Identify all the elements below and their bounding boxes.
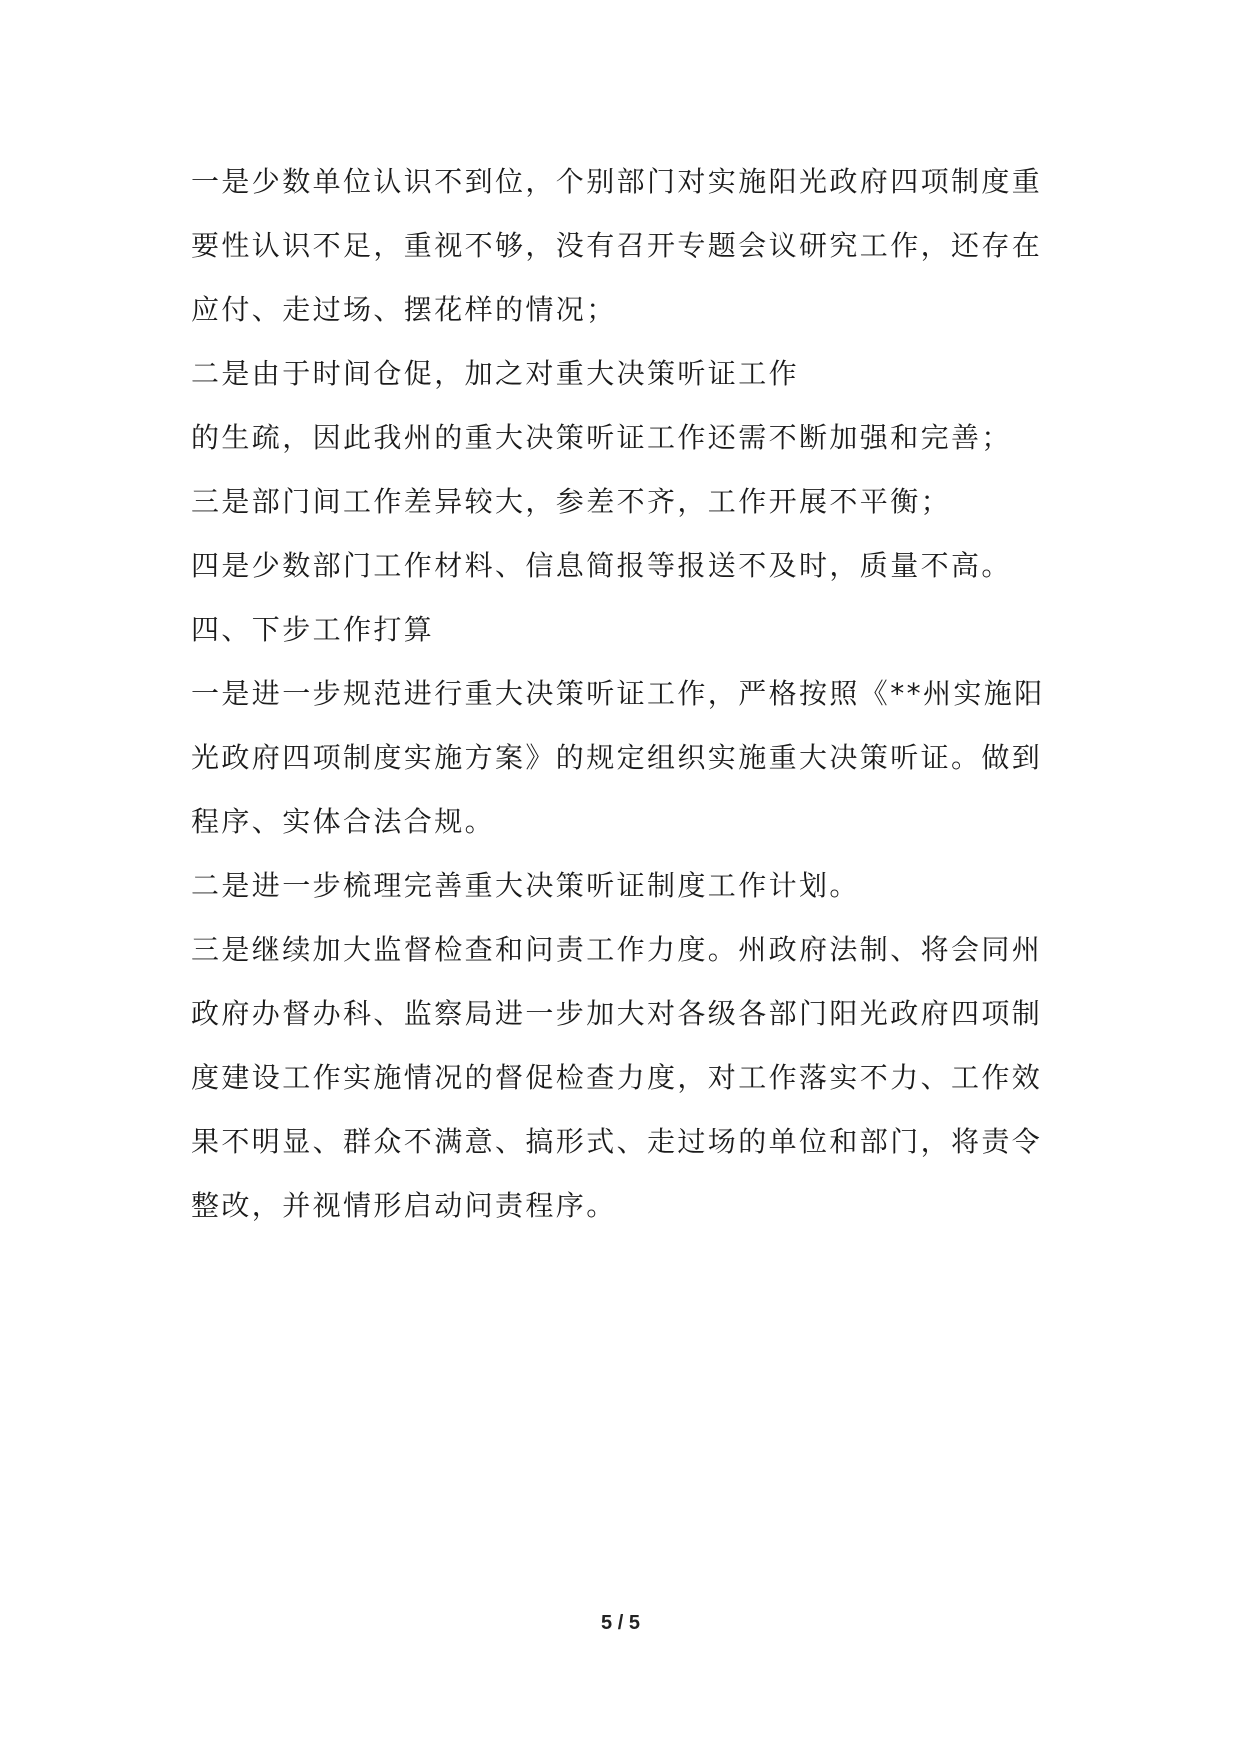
text-line: 二是进一步梳理完善重大决策听证制度工作计划。 (191, 869, 860, 902)
section-heading: 四、下步工作打算 (191, 613, 435, 646)
text-line: 三是部门间工作差异较大，参差不齐，工作开展不平衡； (191, 485, 952, 518)
text-line: 整改，并视情形启动问责程序。 (191, 1189, 617, 1222)
text-line: 光政府四项制度实施方案》的规定组织实施重大决策听证。做到 (191, 741, 1043, 774)
text-line: 四是少数部门工作材料、信息简报等报送不及时，质量不高。 (191, 549, 1012, 582)
page-number: 5 / 5 (601, 1612, 640, 1634)
document-body (191, 150, 1071, 1238)
text-line: 二是由于时间仓促，加之对重大决策听证工作 (191, 357, 800, 390)
text-line: 度建设工作实施情况的督促检查力度，对工作落实不力、工作效 (191, 1061, 1043, 1094)
text-line: 应付、走过场、摆花样的情况； (191, 293, 617, 326)
text-line: 政府办督办科、监察局进一步加大对各级各部门阳光政府四项制 (191, 997, 1043, 1030)
text-line: 程序、实体合法合规。 (191, 805, 496, 838)
text-line: 果不明显、群众不满意、搞形式、走过场的单位和部门，将责令 (191, 1125, 1043, 1158)
text-line: 要性认识不足，重视不够，没有召开专题会议研究工作，还存在 (191, 229, 1043, 262)
text-line: 一是进一步规范进行重大决策听证工作，严格按照《**州实施阳 (191, 677, 1045, 710)
text-line: 三是继续加大监督检查和问责工作力度。州政府法制、将会同州 (191, 933, 1043, 966)
text-line: 的生疏，因此我州的重大决策听证工作还需不断加强和完善； (191, 421, 1012, 454)
text-line: 一是少数单位认识不到位，个别部门对实施阳光政府四项制度重 (191, 165, 1043, 198)
